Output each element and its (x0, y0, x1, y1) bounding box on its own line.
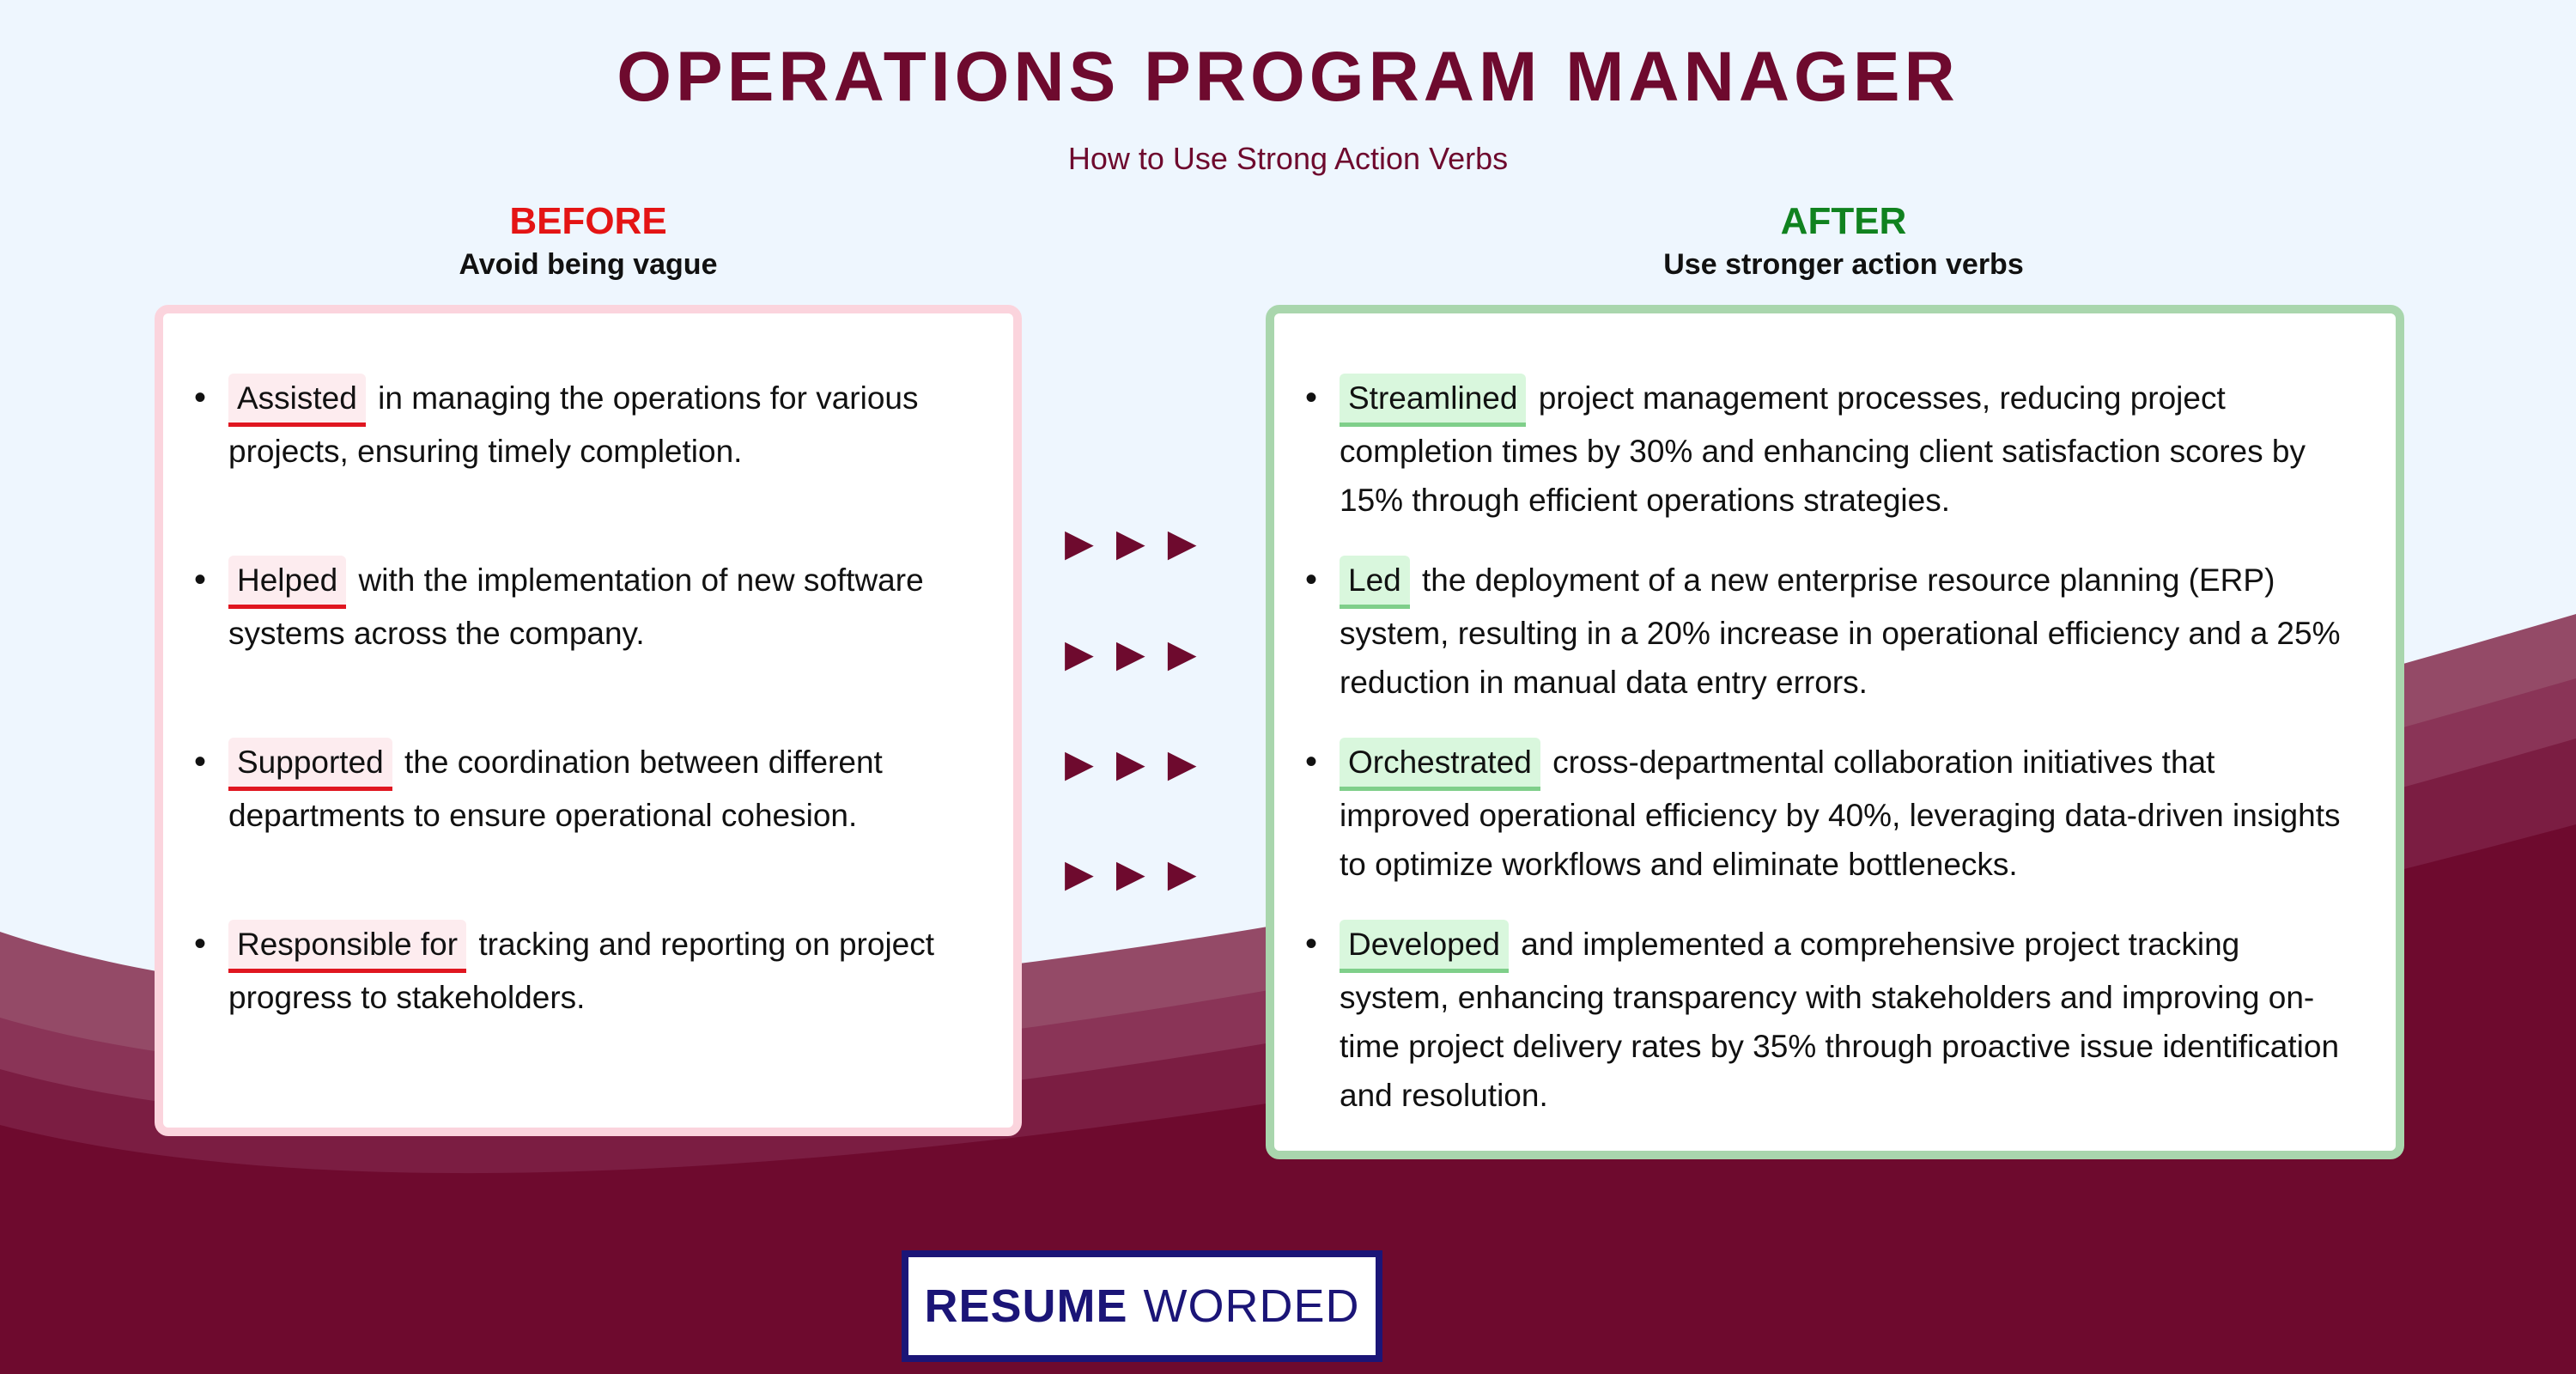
strong-verb: Led (1340, 556, 1410, 609)
after-item-text: project management processes, reducing project completion times by 30% and enhancing client satisfaction scores by 15% through efficient operations strategies. (1340, 380, 2306, 518)
after-header (1414, 198, 2273, 283)
logo-light-text: WORDED (1143, 1280, 1360, 1332)
before-item-text: tracking and reporting on project progress to stakeholders. (228, 927, 935, 1015)
arrow-icon: ▶ (1065, 743, 1094, 785)
arrow-icon: ▶ (1167, 522, 1197, 564)
weak-verb: Assisted (228, 374, 366, 427)
strong-verb: Orchestrated (1340, 738, 1540, 791)
before-item (194, 374, 984, 476)
after-item (1305, 920, 2353, 1120)
logo-bold-text: RESUME (924, 1280, 1128, 1332)
arrow-row (1065, 853, 1211, 896)
strong-verb: Developed (1340, 920, 1509, 973)
bullet-icon: • (194, 743, 207, 781)
after-item-text: the deployment of a new enterprise resource planning (ERP) system, resulting in a 20% increase in operational efficiency and a 25% reduction in manual data entry errors. (1340, 562, 2341, 700)
before-item (194, 920, 984, 1022)
page-subtitle: How to Use Strong Action Verbs (1067, 141, 1509, 176)
after-sublabel: Use stronger action verbs (1663, 248, 2024, 281)
arrow-icon: ▶ (1115, 743, 1145, 785)
after-item (1305, 374, 2353, 525)
before-sublabel: Avoid being vague (459, 248, 718, 281)
arrow-row (1065, 522, 1211, 565)
arrow-row (1065, 743, 1211, 786)
weak-verb: Supported (228, 738, 392, 791)
arrow-icon: ▶ (1065, 633, 1094, 675)
bullet-icon: • (1305, 561, 1318, 599)
arrow-icon: ▶ (1115, 853, 1145, 895)
strong-verb: Streamlined (1340, 374, 1526, 427)
bullet-icon: • (1305, 379, 1318, 416)
before-label: BEFORE (509, 200, 667, 242)
arrow-icon: ▶ (1065, 853, 1094, 895)
arrow-icon: ▶ (1115, 633, 1145, 675)
arrow-icon: ▶ (1167, 743, 1197, 785)
arrow-row (1065, 633, 1211, 676)
arrow-icon: ▶ (1065, 522, 1094, 564)
bullet-icon: • (194, 561, 207, 599)
arrow-icon: ▶ (1167, 633, 1197, 675)
before-item-text: with the implementation of new software systems across the company. (228, 562, 924, 651)
after-item-text: cross-departmental collaboration initiatives that improved operational efficiency by 40%, leveraging data-driven insights to optimize workflows and eliminate bottlenecks. (1340, 745, 2341, 882)
before-item (194, 556, 984, 658)
before-header (159, 198, 1018, 283)
arrow-icon: ▶ (1115, 522, 1145, 564)
weak-verb: Helped (228, 556, 346, 609)
page-title: OPERATIONS PROGRAM MANAGER (617, 38, 1959, 116)
bullet-icon: • (1305, 925, 1318, 963)
before-panel (155, 305, 1022, 1136)
after-item (1305, 556, 2353, 707)
after-panel (1266, 305, 2404, 1159)
bullet-icon: • (194, 379, 207, 416)
bullet-icon: • (194, 925, 207, 963)
arrow-icon: ▶ (1167, 853, 1197, 895)
bullet-icon: • (1305, 743, 1318, 781)
before-item (194, 738, 984, 840)
before-item-text: the coordination between different departments to ensure operational cohesion. (228, 745, 883, 833)
after-label: AFTER (1780, 200, 1907, 242)
weak-verb: Responsible for (228, 920, 466, 973)
resume-worded-logo[interactable] (902, 1250, 1382, 1362)
before-item-text: in managing the operations for various projects, ensuring timely completion. (228, 380, 919, 469)
after-item (1305, 738, 2353, 889)
after-item-text: and implemented a comprehensive project tracking system, enhancing transparency with stakeholders and improving on-time project delivery rates by 35% through proactive issue identification and resolution. (1340, 927, 2340, 1113)
